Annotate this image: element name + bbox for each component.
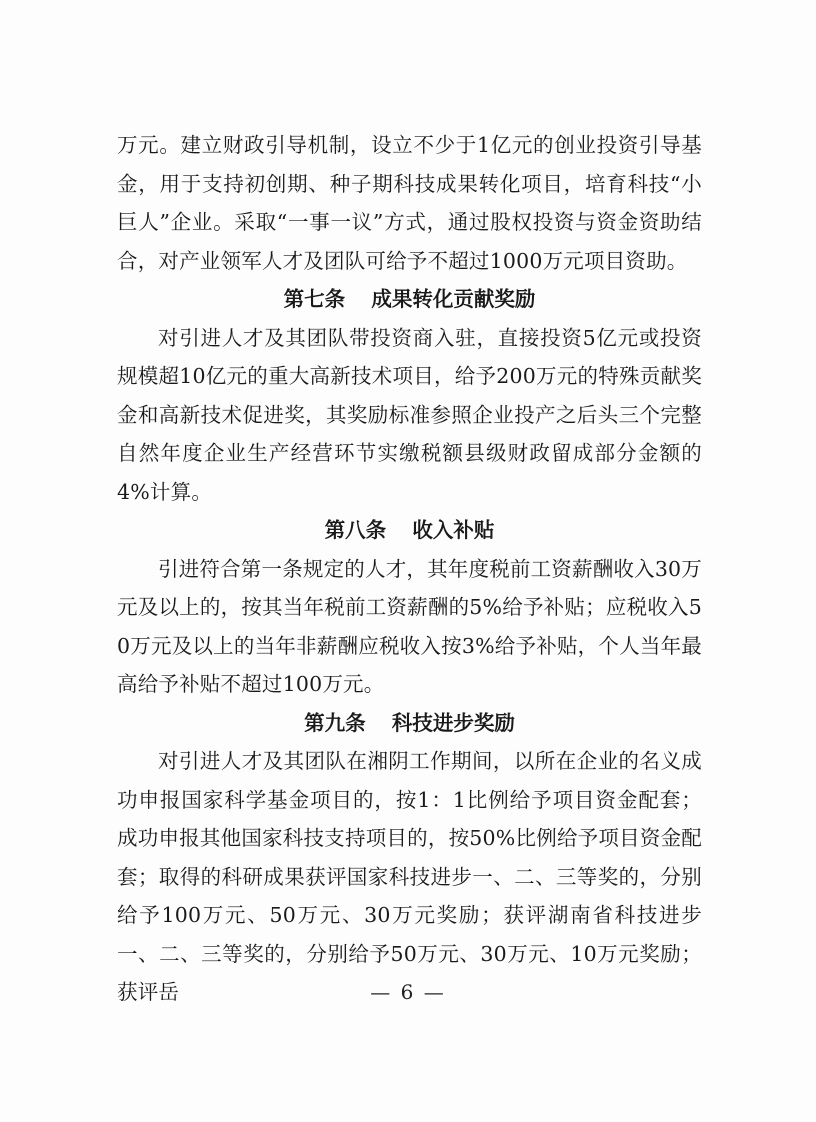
section-body-article-7: 对引进人才及其团队带投资商入驻，直接投资5亿元或投资规模超10亿元的重大高新技术项目，给予200万元的特殊贡献奖金和高新技术促进奖，其奖励标准参照企业投产之后头三个完整自然年度企业生产经营环节实缴税额县级财政留成部分金额的4%计算。 [117,325,702,504]
section-heading-article-9: 第九条 科技进步奖励 [304,710,515,735]
section-heading-article-7: 第七条 成果转化贡献奖励 [283,287,536,311]
page-number: — 6 — [370,980,446,1004]
section-body-article-9: 对引进人才及其团队在湘阴工作期间，以所在企业的名义成功申报国家科学基金项目的，按1：1比例给予项目资金配套；成功申报其他国家科技支持项目的，按50%比例给予项目资金配套；取得的科研成果获评国家科技进步一、二、三等奖的，分别给予100万元、50万元、30万元奖励；获评湖南省科技进步一、二、三等奖的，分别给予50万元、30万元、10万元奖励；获评岳 [117,749,702,1004]
document-body [117,126,702,1012]
section-body-article-8: 引进符合第一条规定的人才，其年度税前工资薪酬收入30万元及以上的，按其当年税前工资薪酬的5%给予补贴；应税收入50万元及以上的当年非薪酬应税收入按3%给予补贴，个人当年最高给予补贴不超过100万元。 [117,556,702,696]
section-heading-article-8: 第八条 收入补贴 [324,518,495,542]
continuation-paragraph: 万元。建立财政引导机制，设立不少于1亿元的创业投资引导基金，用于支持初创期、种子期科技成果转化项目，培育科技“小巨人”企业。采取“一事一议”方式，通过股权投资与资金资助结合，对产业领军人才及团队可给予不超过1000万元项目资助。 [117,133,702,273]
